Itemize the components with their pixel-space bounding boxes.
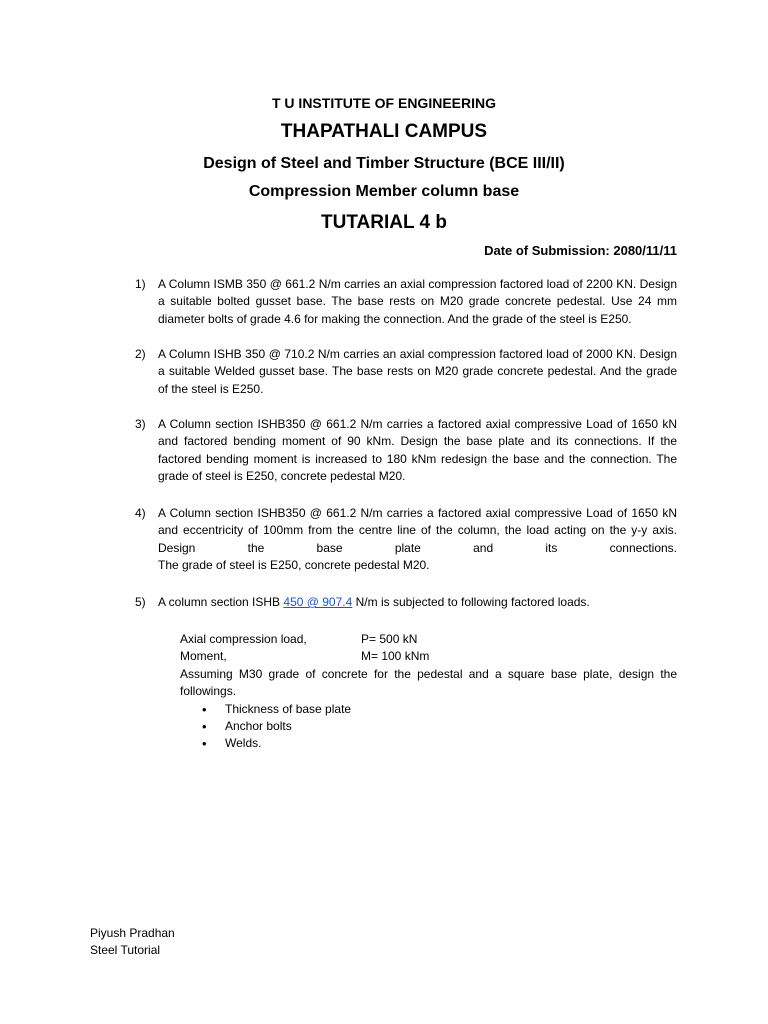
list-item-label: Welds. [225,736,262,751]
list-item [180,701,677,718]
question-number: 5) [135,595,146,609]
section-link[interactable]: 450 @ 907.4 [283,595,353,609]
list-item-label: Thickness of base plate [225,701,352,716]
loads-block [180,631,677,753]
moment-value: M= 100 kNm [361,649,430,664]
footer-author: Piyush Pradhan [90,926,175,940]
axial-load-label: Axial compression load, [180,632,307,646]
bullet-icon: • [202,736,207,752]
question-text: A Column section ISHB350 @ 661.2 N/m carries a factored axial compressive Load of 1650 kN and factored bending moment of 90 kNm. Design the base plate and its connections. If the factored bending moment is increased to 180 kNm redesign the base and the connection. The grade of steel is E250, concrete pedestal M20. [158,417,677,484]
footer [90,925,175,960]
question-text: A Column section ISHB350 @ 661.2 N/m carries a factored axial compressive Load of 1650 kN and eccentricity of 100mm from the centre line of the column, the load acting on the y-y axis. Design the base plate and its connections. [158,506,677,555]
question-text: A Column ISHB 350 @ 710.2 N/m carries an axial compression factored load of 2000 KN. Design a suitable Welded gusset base. The base rests on M20 grade concrete pedestal. And the grade of the steel is E250. [158,347,677,396]
question-1 [135,276,677,328]
axial-load-value: P= 500 kN [361,632,418,646]
institute-heading: T U INSTITUTE OF ENGINEERING [271,95,496,111]
submission-date: Date of Submission: 2080/11/11 [484,243,677,258]
tutorial-title: TUTARIAL 4 b [321,212,447,233]
topic-heading: Compression Member column base [248,183,520,200]
question-5 [135,594,677,611]
question-text-end: N/m is subjected to following factored loads. [352,595,590,609]
list-item [180,735,677,752]
axial-load-row [180,631,677,648]
question-number: 4) [135,506,146,520]
question-text-continued: The grade of steel is E250, concrete pedestal M20. [158,558,430,573]
question-number: 1) [135,277,146,291]
list-item-label: Anchor bolts [225,718,292,733]
course-heading: Design of Steel and Timber Structure (BCE III/II) [203,155,565,172]
question-number: 3) [135,417,146,431]
list-item [180,718,677,735]
question-text: A Column ISMB 350 @ 661.2 N/m carries an axial compression factored load of 2200 KN. Design a suitable bolted gusset base. The base rests on M20 grade concrete pedestal. Use 24 mm diameter bolts of grade 4.6 for making the connection. And the grade of the steel is E250. [158,277,677,326]
moment-row [180,648,677,665]
moment-label: Moment, [180,649,227,664]
design-items-list [180,701,677,753]
footer-subject: Steel Tutorial [90,943,161,958]
bullet-icon: • [202,701,207,717]
assumption-text: Assuming M30 grade of concrete for the pedestal and a square base plate, design the followings. [180,666,677,699]
campus-heading: THAPATHALI CAMPUS [280,121,488,142]
bullet-icon: • [202,718,207,734]
question-3 [135,416,677,486]
question-text-start: A column section ISHB [158,595,284,609]
question-2 [135,346,677,398]
question-number: 2) [135,347,146,361]
question-4 [135,505,677,575]
question-text [158,594,677,611]
